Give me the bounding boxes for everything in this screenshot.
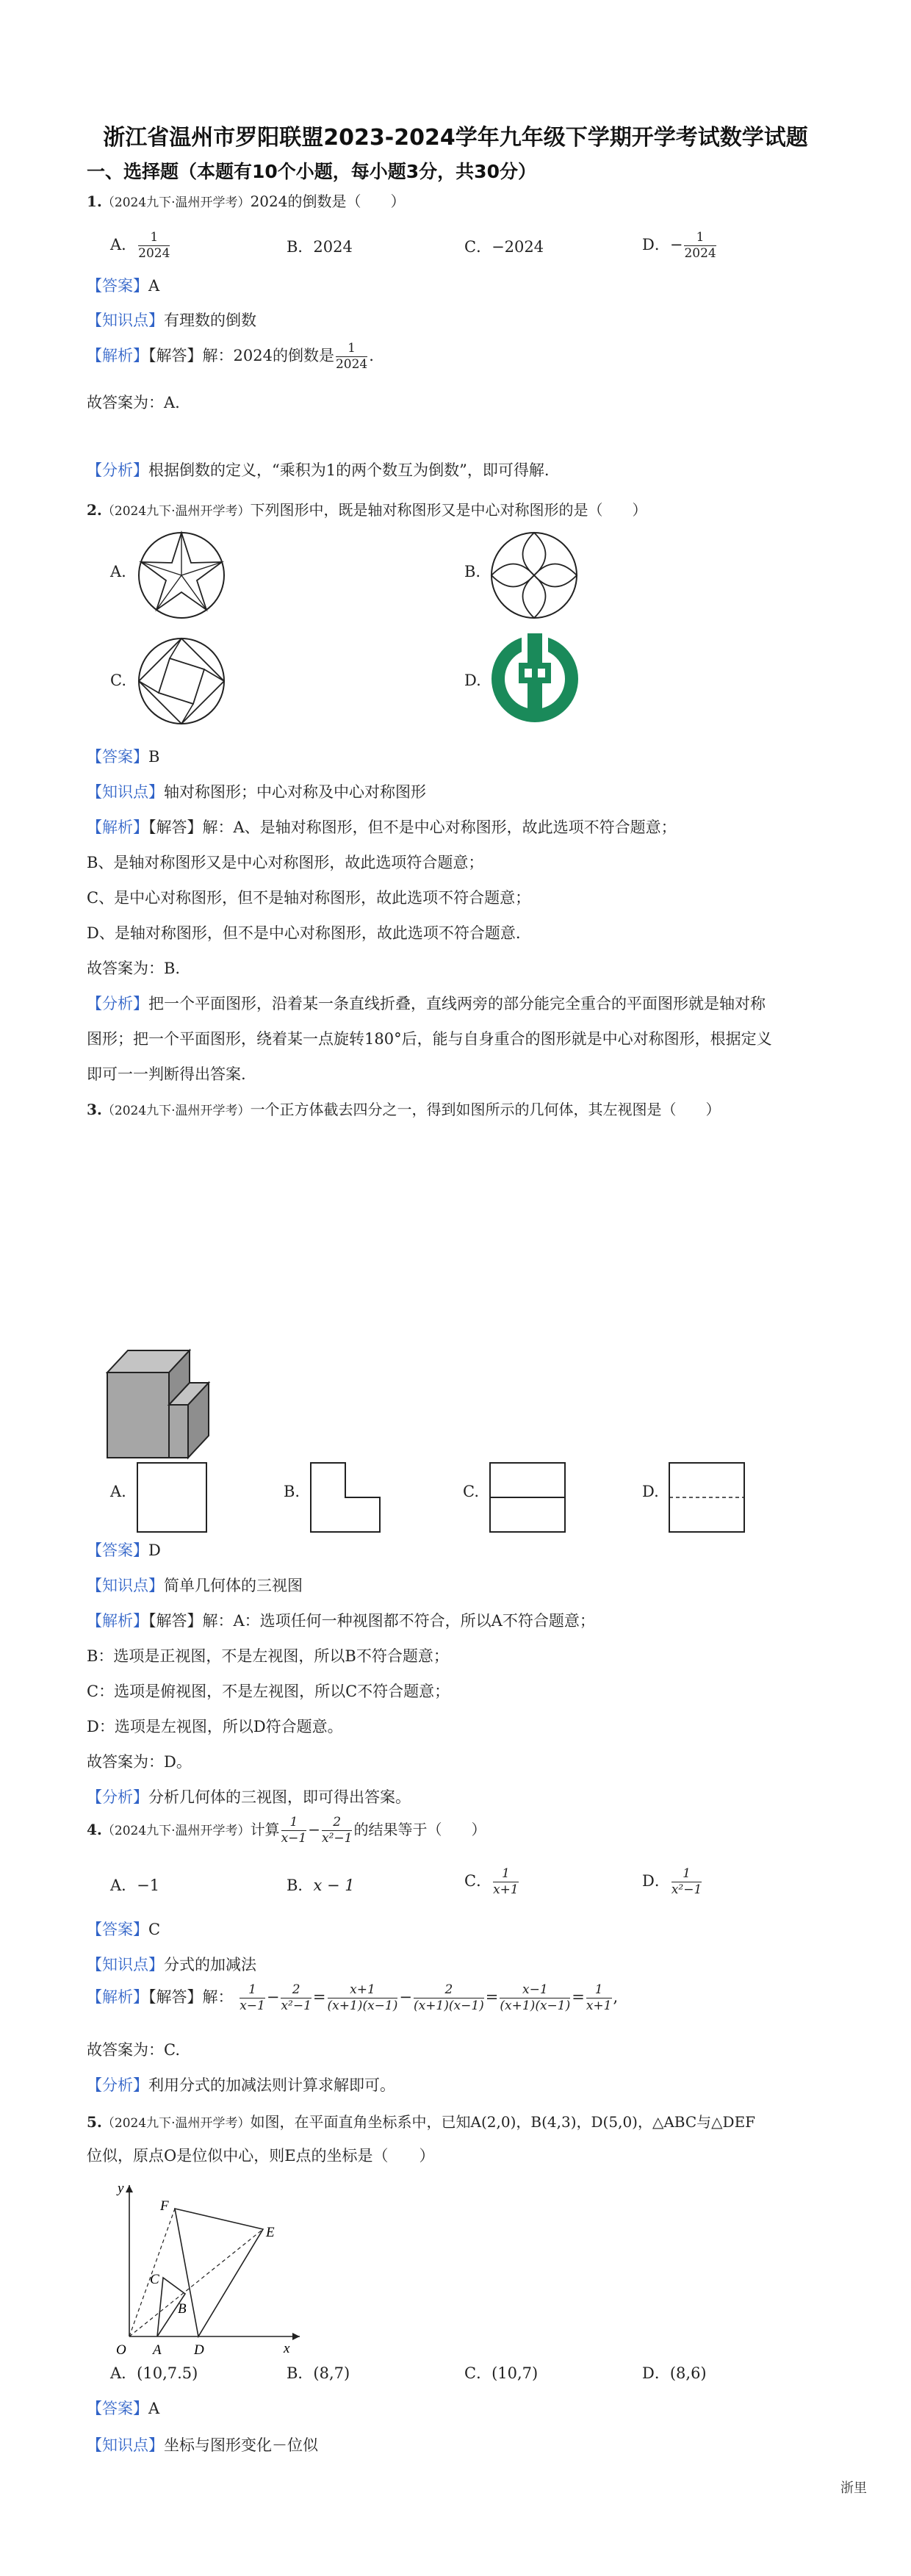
label-c: C [150, 2272, 159, 2287]
q1-option-d[interactable]: D．− $\frac{1}{2024}$ [642, 230, 716, 261]
q3-stem: 3.（2024九下·温州开学考）一个正方体截去四分之一，得到如图所示的几何体，其左视图是（ ） [87, 1101, 721, 1118]
q3-option-b-label[interactable]: B. [284, 1483, 300, 1500]
q2-star-circle-figure[interactable] [137, 530, 226, 620]
q2-analysis-3: C、是中心对称图形，但不是轴对称图形，故此选项不符合题意； [87, 889, 531, 907]
q1-stem: 1.（2024九下·温州开学考）2024的倒数是（ ） [87, 193, 406, 210]
q3-option-d-figure[interactable] [669, 1462, 745, 1533]
q1-knowledge: 【知识点】有理数的倒数 [87, 312, 256, 329]
q2-knowledge: 【知识点】轴对称图形；中心对称及中心对称图形 [87, 783, 426, 801]
q3-option-a-label[interactable]: A. [110, 1483, 126, 1500]
page-footer: 浙里 [840, 2480, 867, 2496]
q5-stem-1: 5.（2024九下·温州开学考）如图，在平面直角坐标系中，已知A(2,0)，B(4,3)，D(5,0)，△ABC与△DEF [87, 2113, 756, 2131]
q5-option-c[interactable]: C．(10,7) [464, 2364, 539, 2382]
q3-answer: 【答案】D [87, 1541, 161, 1559]
label-e: E [266, 2225, 275, 2240]
label-d: D [194, 2342, 204, 2358]
q2-explain-2: 图形；把一个平面图形，绕着某一点旋转180°后，能与自身重合的图形就是中心对称图形，根据定义 [87, 1030, 772, 1048]
q3-solid-figure [107, 1350, 209, 1461]
q3-analysis-2: B：选项是正视图，不是左视图，所以B不符合题意； [87, 1647, 449, 1665]
q1-answer: 【答案】A [87, 277, 160, 295]
label-y: y [118, 2181, 124, 2196]
q3-option-b-figure[interactable] [310, 1462, 381, 1533]
q1-option-c[interactable]: C．−2024 [464, 238, 544, 256]
q3-analysis-4: D：选项是左视图，所以D符合题意。 [87, 1718, 343, 1735]
q3-analysis-1: 【解析】【解答】解：A：选项任何一种视图都不符合，所以A不符合题意； [87, 1612, 595, 1630]
q3-explain: 【分析】分析几何体的三视图，即可得出答案。 [87, 1788, 411, 1806]
q2-option-a-label[interactable]: A. [110, 563, 126, 580]
q4-analysis: 【解析】【解答】解： $\frac{1}{x-1}$ − $\frac{2}{\text{x²−1}}$ = $\frac{x+1}{(x+1)(x-1)}$ − $\frac{2}{(x+1)(x-1)}$ = $\frac{x-1}{(x+1)(x-1)}$ = $\frac{1}{x+1}$ , [87, 1982, 619, 2013]
triangle-def [175, 2209, 263, 2336]
q4-option-a[interactable]: A．−1 [110, 1877, 160, 1894]
q4-option-b[interactable]: B．x − 1 [287, 1877, 355, 1894]
section-heading: 一、选择题（本题有10个小题，每小题3分，共30分） [87, 161, 536, 182]
q1-conclusion: 故答案为：A. [87, 394, 180, 411]
q4-explain: 【分析】利用分式的加减法则计算求解即可。 [87, 2076, 395, 2094]
q1-option-b[interactable]: B．2024 [287, 238, 353, 256]
q5-option-a[interactable]: A．(10,7.5) [110, 2364, 198, 2382]
q3-option-c-label[interactable]: C. [463, 1483, 479, 1500]
q1-explain: 【分析】根据倒数的定义，“乘积为1的两个数互为倒数”，即可得解. [87, 461, 550, 479]
q4-option-d[interactable]: D． $\frac{1}{\text{x²−1}}$ [642, 1866, 702, 1897]
q3-option-d-label[interactable]: D. [642, 1483, 659, 1500]
q2-analysis-2: B、是轴对称图形又是中心对称图形，故此选项符合题意； [87, 854, 484, 871]
q4-option-c[interactable]: C． $\frac{1}{x+1}$ [464, 1866, 519, 1897]
q2-stem: 2.（2024九下·温州开学考）下列图形中，既是轴对称图形又是中心对称图形的是（ ） [87, 501, 647, 519]
q3-analysis-3: C：选项是俯视图，不是左视图，所以C不符合题意； [87, 1683, 450, 1700]
label-a: A [153, 2342, 162, 2358]
q5-knowledge: 【知识点】坐标与图形变化－位似 [87, 2436, 318, 2454]
q2-answer: 【答案】B [87, 748, 160, 766]
label-f: F [160, 2198, 169, 2214]
q5-option-b[interactable]: B．(8,7) [287, 2364, 350, 2382]
page-title: 浙江省温州市罗阳联盟2023-2024学年九年级下学期开学考试数学试题 [103, 125, 808, 151]
q5-stem-2: 位似，原点O是位似中心，则E点的坐标是（ ） [87, 2147, 435, 2165]
label-x: x [284, 2341, 290, 2356]
q2-explain-1: 【分析】把一个平面图形，沿着某一条直线折叠，直线两旁的部分能完全重合的平面图形就是轴对称 [87, 995, 766, 1012]
q4-answer: 【答案】C [87, 1921, 161, 1938]
q4-stem: 4.（2024九下·温州开学考）计算 $\frac{1}{x-1}$ − $\frac{2}{\text{x²−1}}$ 的结果等于（ ） [87, 1815, 486, 1846]
q2-bank-logo-figure[interactable] [489, 633, 580, 724]
q2-analysis-4: D、是轴对称图形，但不是中心对称图形，故此选项不符合题意. [87, 924, 521, 942]
q3-option-c-figure[interactable] [489, 1462, 566, 1533]
q2-option-c-label[interactable]: C. [110, 672, 126, 689]
q4-conclusion: 故答案为：C. [87, 2041, 180, 2059]
q2-square-pinwheel-figure[interactable] [137, 636, 226, 726]
label-o: O [116, 2342, 126, 2358]
q1-option-a[interactable]: A． $\frac{1}{2024}$ [110, 230, 170, 261]
q4-knowledge: 【知识点】分式的加减法 [87, 1956, 256, 1974]
q2-analysis-1: 【解析】【解答】解：A、是轴对称图形，但不是中心对称图形，故此选项不符合题意； [87, 819, 677, 836]
q3-knowledge: 【知识点】简单几何体的三视图 [87, 1577, 303, 1594]
q3-option-a-figure[interactable] [137, 1462, 207, 1533]
solid-front [107, 1372, 169, 1458]
q2-explain-3: 即可一一判断得出答案. [87, 1065, 246, 1083]
q2-four-petal-figure[interactable] [489, 530, 579, 620]
q2-option-b-label[interactable]: B. [464, 563, 481, 580]
q1-analysis: 【解析】【解答】解：2024的倒数是 $\frac{1}{2024}$ . [87, 341, 374, 372]
q3-conclusion: 故答案为：D。 [87, 1753, 192, 1771]
label-b: B [178, 2301, 187, 2317]
q5-answer: 【答案】A [87, 2400, 160, 2417]
q5-option-d[interactable]: D．(8,6) [642, 2364, 707, 2382]
q2-conclusion: 故答案为：B. [87, 960, 181, 977]
q2-option-d-label[interactable]: D. [464, 672, 481, 689]
q5-coordinate-figure [107, 2181, 306, 2358]
